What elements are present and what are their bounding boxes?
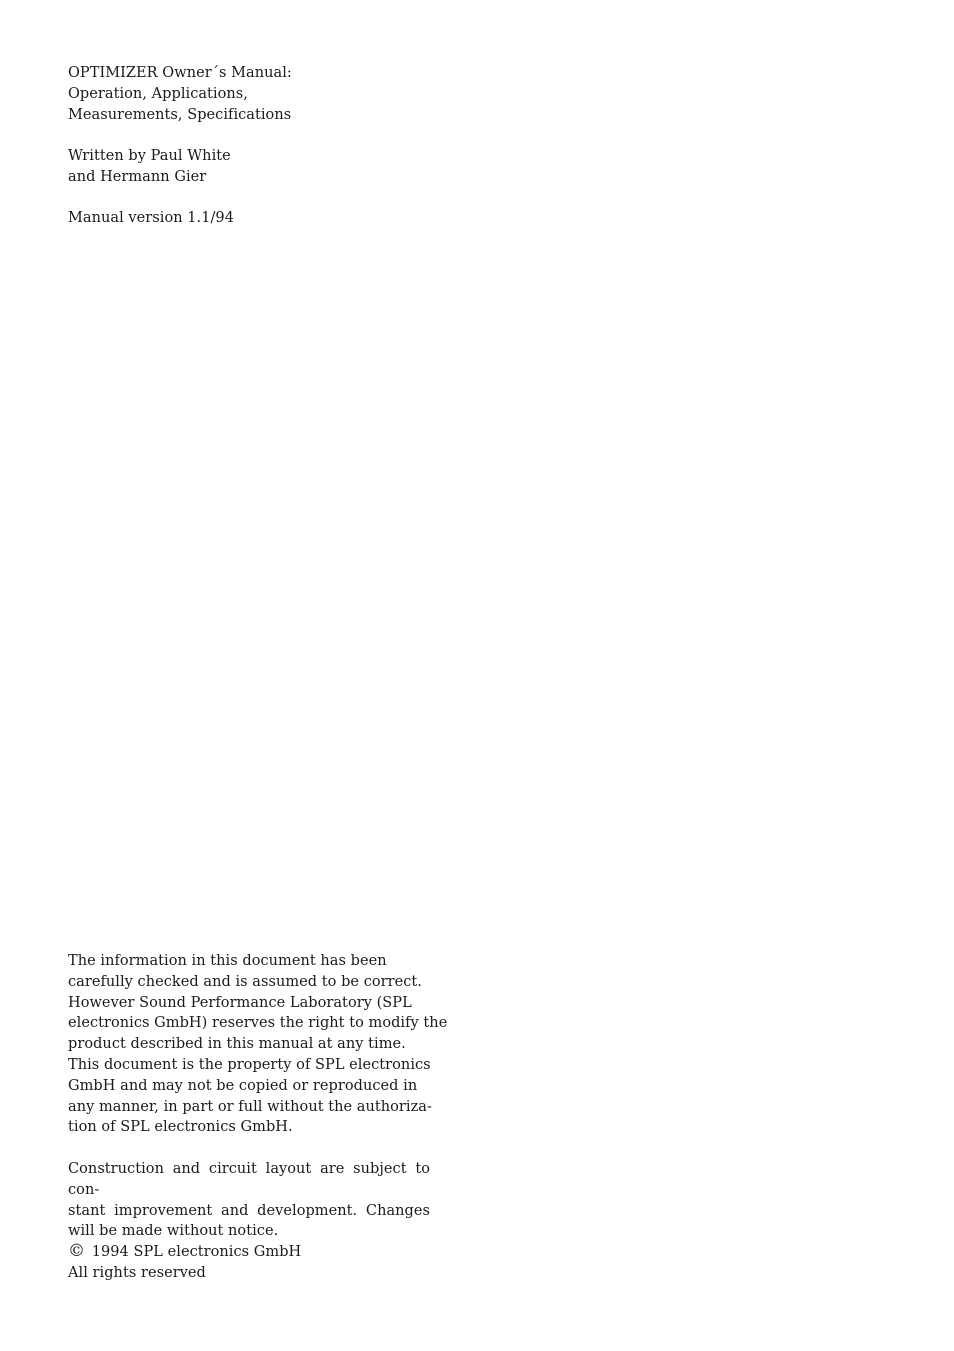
author-line: and Hermann Gier [68,168,207,185]
title-line: OPTIMIZER Owner´s Manual: [68,65,292,81]
disclaimer-line: GmbH and may not be copied or reproduced in [68,1077,418,1094]
construction-notice [68,1159,430,1242]
copyright-text: 1994 SPL electronics GmbH [91,1244,302,1260]
copyright-line [68,1241,430,1263]
rights-reserved: All rights reserved [68,1264,206,1281]
disclaimer-line: electronics GmbH) reserves the right to modify the [68,1015,448,1032]
copyright-notice [68,1241,430,1284]
manual-version [68,208,430,229]
author-line: Written by Paul White [68,148,231,164]
title-line: Measurements, Specifications [68,106,292,123]
disclaimer-line: This document is the property of SPL electronics [68,1056,431,1073]
disclaimer-line: carefully checked and is assumed to be correct. [68,973,422,990]
disclaimer-line: tion of SPL electronics GmbH. [68,1119,293,1136]
manual-title [68,63,430,125]
disclaimer-line: The information in this document has been [68,953,387,969]
construction-line: stant improvement and development. Changes [68,1202,430,1219]
construction-line: Construction and circuit layout are subject to con- [68,1161,430,1198]
author-credits [68,146,430,188]
construction-line: will be made without notice. [68,1223,279,1240]
title-line: Operation, Applications, [68,85,248,102]
disclaimer-line: product described in this manual at any time. [68,1036,406,1053]
disclaimer-line: However Sound Performance Laboratory (SPL [68,994,412,1011]
version-line: Manual version 1.1/94 [68,210,234,226]
copyright-icon: © [68,1241,86,1261]
disclaimer-line: any manner, in part or full without the authoriza- [68,1098,432,1115]
disclaimer-paragraph [68,951,448,1138]
